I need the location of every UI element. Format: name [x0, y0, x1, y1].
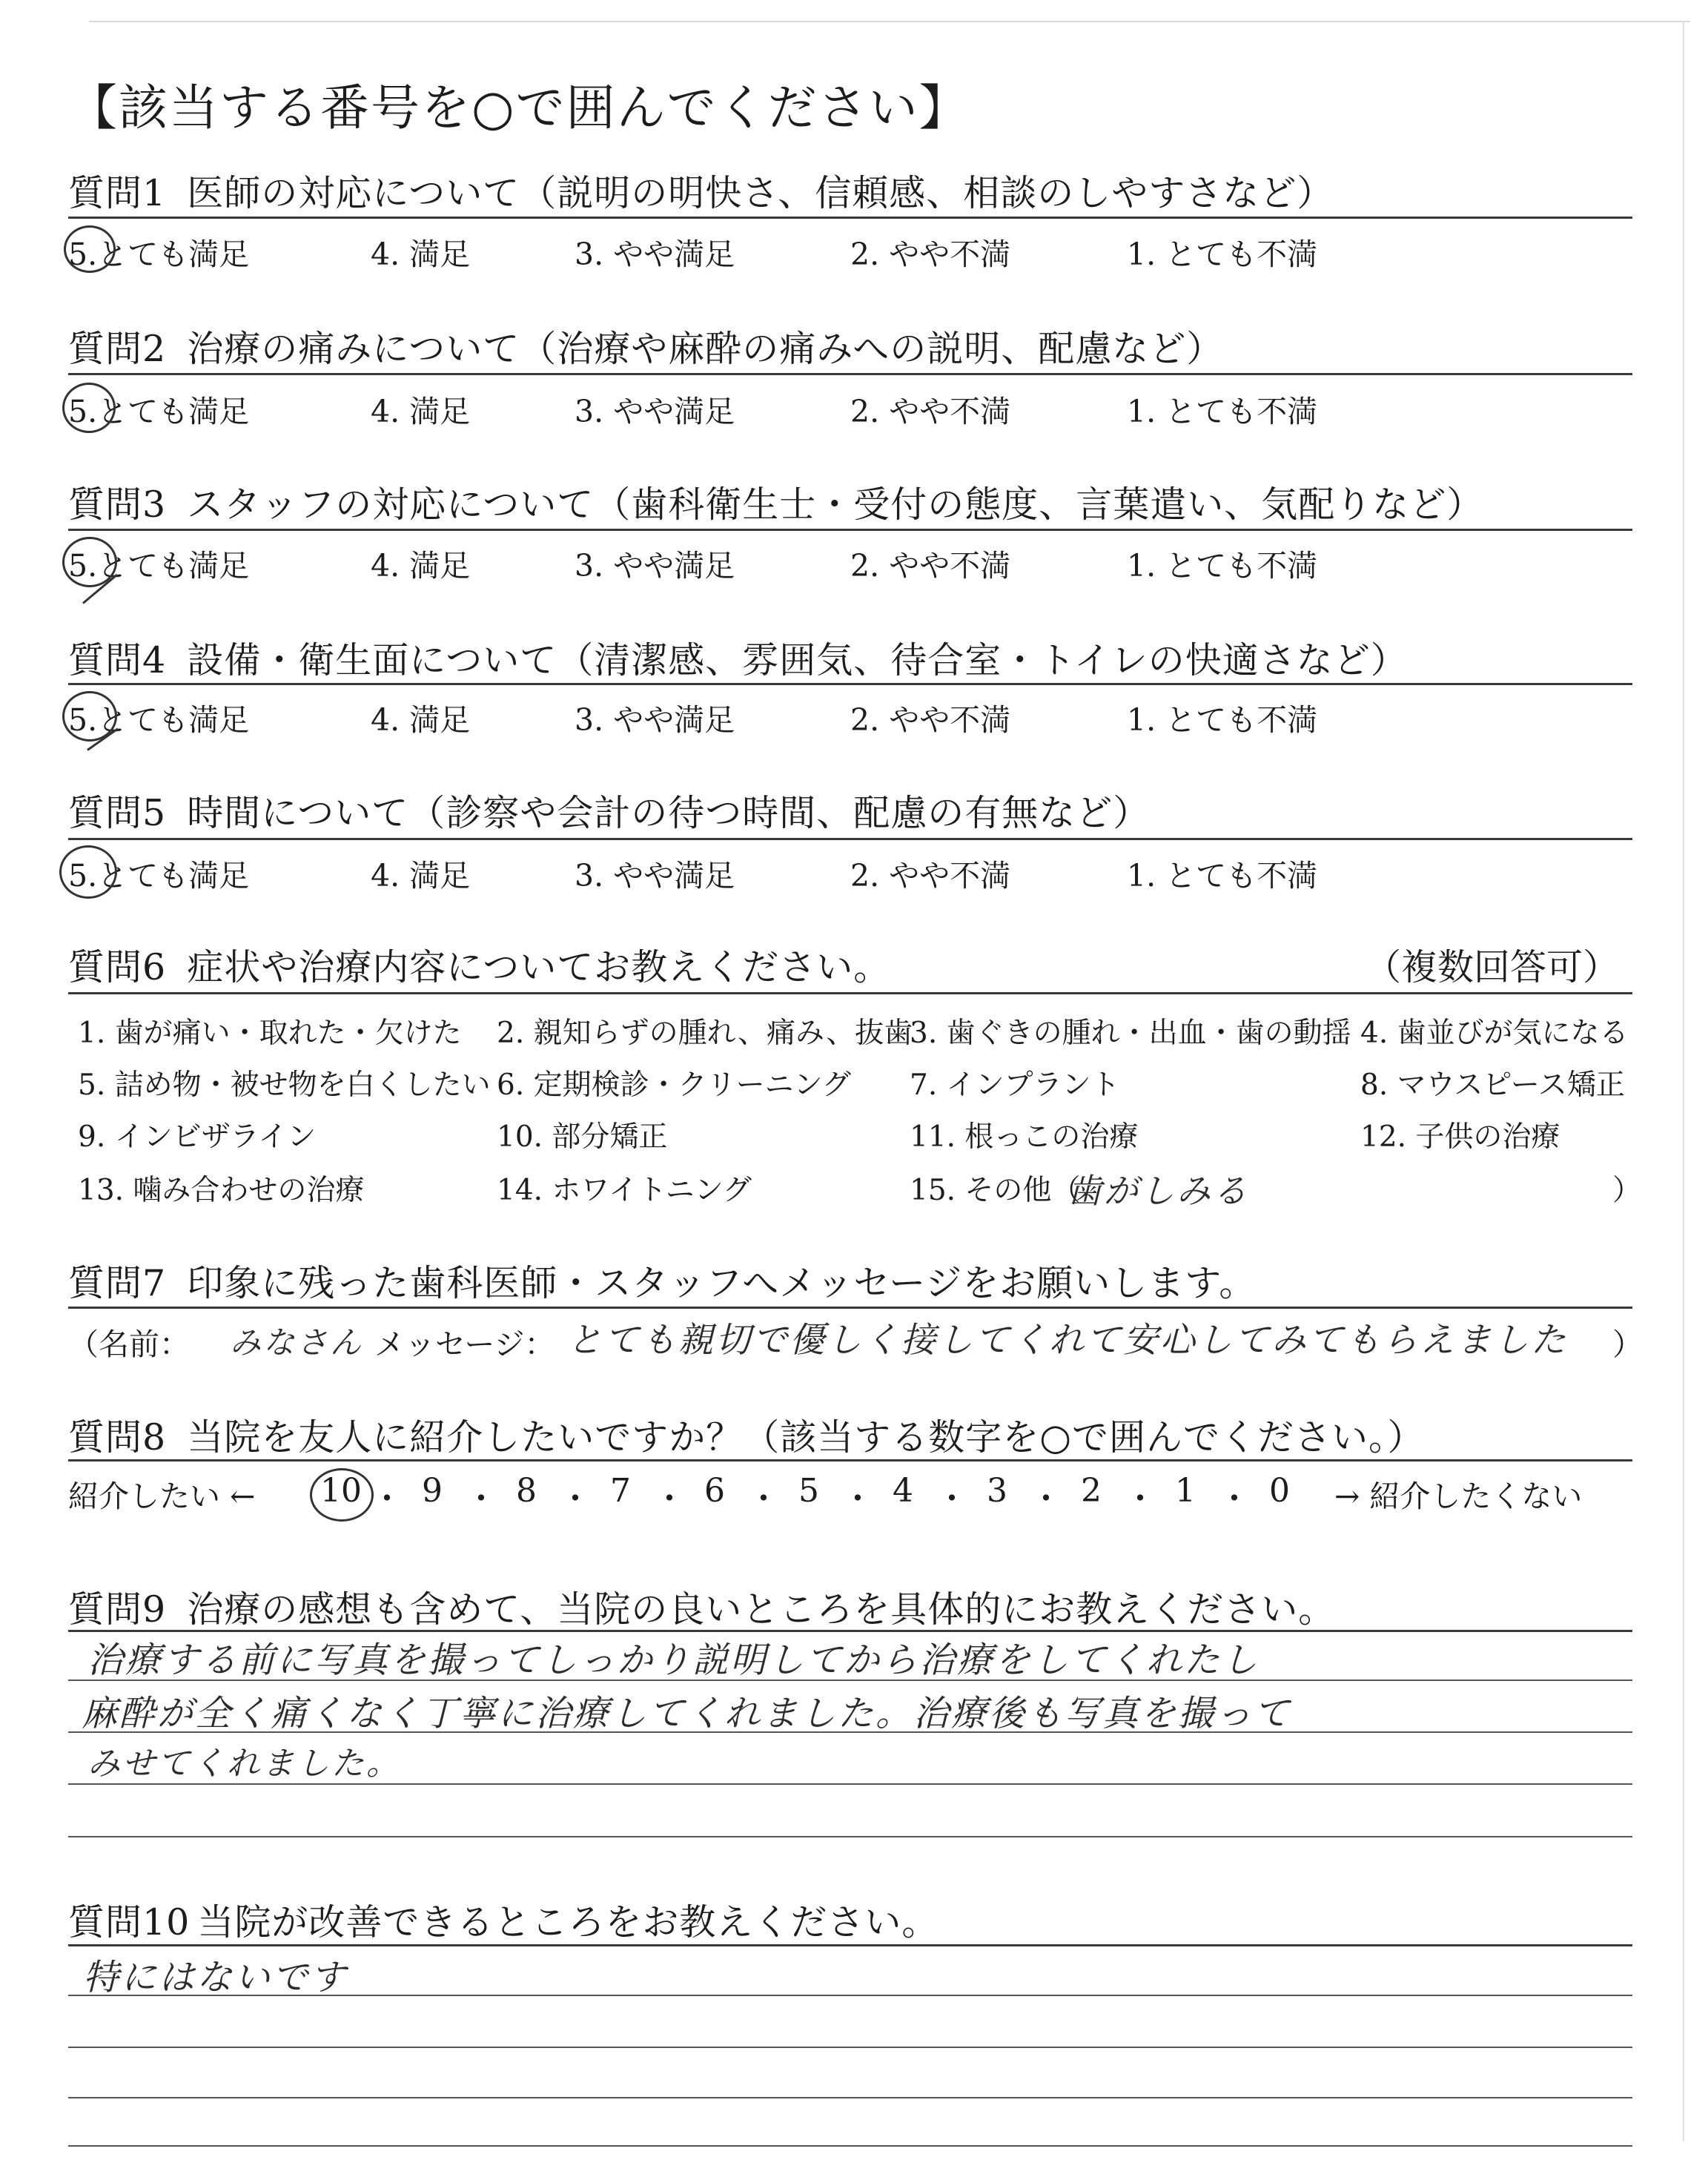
option-4-satisfied[interactable]: 4. 満足 — [371, 702, 471, 738]
scan-edge — [89, 21, 1690, 22]
option-3-somewhat-satisfied[interactable]: 3. やや満足 — [575, 237, 735, 272]
symptom-option-9[interactable]: 9. インビザライン — [78, 1120, 317, 1154]
scale-option-2[interactable]: 2 — [1081, 1472, 1102, 1510]
option-2-somewhat-dissatisfied[interactable]: 2. やや不満 — [850, 858, 1011, 894]
underline — [68, 838, 1632, 840]
question-5 — [68, 785, 1150, 836]
selection-circle — [59, 845, 117, 899]
option-2-somewhat-dissatisfied[interactable]: 2. やや不満 — [850, 237, 1011, 272]
scale-separator: ・ — [653, 1480, 686, 1518]
symptom-option-12[interactable]: 12. 子供の治療 — [1360, 1120, 1560, 1154]
scale-option-3[interactable]: 3 — [987, 1472, 1007, 1510]
underline — [68, 373, 1632, 375]
option-3-somewhat-satisfied[interactable]: 3. やや満足 — [575, 548, 735, 584]
underline — [68, 1459, 1632, 1462]
question-text: 治療の感想も含めて、当院の良いところを具体的にお教えください。 — [187, 1588, 1336, 1631]
underline — [68, 529, 1632, 531]
scale-separator: ・ — [936, 1480, 968, 1518]
underline — [68, 1944, 1632, 1946]
answer-line-3[interactable]: みせてくれました。 — [87, 1745, 401, 1783]
scale-option-8[interactable]: 8 — [516, 1472, 537, 1510]
question-number: 質問9 — [68, 1588, 167, 1631]
other-symptom-answer[interactable]: 歯がしみる — [1068, 1171, 1249, 1211]
symptom-option-11[interactable]: 11. 根っこの治療 — [910, 1120, 1139, 1154]
writing-line — [68, 1783, 1632, 1785]
selection-circle — [64, 225, 116, 273]
symptom-option-14[interactable]: 14. ホワイトニング — [497, 1174, 752, 1207]
question-number: 質問4 — [68, 639, 167, 681]
not-recommend-label: → 紹介したくない — [1334, 1479, 1583, 1514]
symptom-option-10[interactable]: 10. 部分矯正 — [497, 1120, 668, 1154]
writing-line — [68, 2097, 1632, 2098]
writing-line — [68, 2145, 1632, 2147]
selection-circle — [62, 383, 116, 433]
symptom-option-13[interactable]: 13. 噛み合わせの治療 — [78, 1174, 365, 1207]
recommend-label: 紹介したい ← — [68, 1479, 256, 1514]
question-9 — [68, 1581, 1335, 1633]
option-5-very-satisfied[interactable]: 5.とても満足 — [68, 394, 250, 429]
symptom-option-15-other[interactable]: 15. その他（ — [910, 1174, 1081, 1207]
option-4-satisfied[interactable]: 4. 満足 — [371, 237, 471, 272]
scale-option-4[interactable]: 4 — [893, 1472, 913, 1510]
scale-separator: ・ — [1124, 1480, 1156, 1518]
answer-line-1[interactable]: 特にはないです — [83, 1957, 348, 1998]
option-2-somewhat-dissatisfied[interactable]: 2. やや不満 — [850, 394, 1011, 429]
scale-option-9[interactable]: 9 — [422, 1472, 443, 1510]
scale-separator: ・ — [1030, 1480, 1062, 1518]
question-number: 質問5 — [68, 792, 167, 834]
option-4-satisfied[interactable]: 4. 満足 — [371, 394, 471, 429]
question-text: スタッフの対応について（歯科衛生士・受付の態度、言葉遣い、気配りなど） — [187, 483, 1484, 526]
scale-separator: ・ — [747, 1480, 780, 1518]
question-number: 質問7 — [68, 1262, 167, 1304]
selection-circle — [310, 1468, 374, 1522]
question-10 — [68, 1894, 939, 1946]
option-1-very-dissatisfied[interactable]: 1. とても不満 — [1127, 548, 1318, 584]
symptom-option-3[interactable]: 3. 歯ぐきの腫れ・出血・歯の動揺 — [910, 1017, 1351, 1050]
message-answer[interactable]: とても親切で優しく接してくれて安心してみてもらえました — [567, 1320, 1568, 1361]
question-text: 設備・衛生面について（清潔感、雰囲気、待合室・トイレの快適さなど） — [187, 639, 1408, 681]
scale-option-1[interactable]: 1 — [1175, 1472, 1196, 1510]
question-text: 医師の対応について（説明の明快さ、信頼感、相談のしやすさなど） — [187, 172, 1334, 214]
option-4-satisfied[interactable]: 4. 満足 — [371, 858, 471, 894]
symptom-option-2[interactable]: 2. 親知らずの腫れ、痛み、抜歯 — [497, 1017, 913, 1050]
underline — [68, 992, 1632, 994]
question-3 — [68, 476, 1483, 528]
name-answer[interactable]: みなさん — [230, 1324, 364, 1361]
question-text: 時間について（診察や会計の待つ時間、配慮の有無など） — [187, 792, 1151, 834]
question-number: 質問6 — [68, 946, 167, 988]
question-7 — [68, 1255, 1256, 1307]
option-3-somewhat-satisfied[interactable]: 3. やや満足 — [575, 858, 735, 894]
scale-option-0[interactable]: 0 — [1269, 1472, 1290, 1510]
question-number: 質問2 — [68, 328, 167, 370]
symptom-option-6[interactable]: 6. 定期検診・クリーニング — [497, 1069, 851, 1102]
question-number: 質問8 — [68, 1416, 167, 1459]
writing-line — [68, 1731, 1632, 1733]
symptom-option-1[interactable]: 1. 歯が痛い・取れた・欠けた — [78, 1017, 462, 1050]
message-label: メッセージ： — [374, 1327, 555, 1362]
option-3-somewhat-satisfied[interactable]: 3. やや満足 — [575, 702, 735, 738]
question-number: 質問1 — [68, 172, 167, 214]
scale-separator: ・ — [465, 1480, 497, 1518]
option-1-very-dissatisfied[interactable]: 1. とても不満 — [1127, 394, 1318, 429]
question-8 — [68, 1409, 1424, 1461]
scale-option-7[interactable]: 7 — [610, 1472, 631, 1510]
scale-option-6[interactable]: 6 — [704, 1472, 725, 1510]
multiple-answers-note: （複数回答可） — [1364, 946, 1619, 988]
question-text: 治療の痛みについて（治療や麻酔の痛みへの説明、配慮など） — [187, 328, 1224, 370]
option-5-very-satisfied[interactable]: 5.とても満足 — [68, 237, 250, 272]
question-number: 質問3 — [68, 483, 167, 526]
question-text: 印象に残った歯科医師・スタッフへメッセージをお願いします。 — [187, 1262, 1257, 1304]
symptom-option-7[interactable]: 7. インプラント — [910, 1069, 1120, 1102]
writing-line — [68, 2047, 1632, 2048]
answer-line-1[interactable]: 治療する前に写真を撮ってしっかり説明してから治療をしてくれたし — [87, 1639, 1260, 1681]
scale-option-5[interactable]: 5 — [798, 1472, 819, 1510]
option-2-somewhat-dissatisfied[interactable]: 2. やや不満 — [850, 548, 1011, 584]
question-6 — [68, 939, 890, 991]
symptom-option-4[interactable]: 4. 歯並びが気になる — [1360, 1017, 1629, 1050]
underline — [68, 683, 1632, 685]
question-1 — [68, 165, 1334, 217]
option-4-satisfied[interactable]: 4. 満足 — [371, 548, 471, 584]
underline — [68, 217, 1632, 219]
name-label: （名前： — [68, 1327, 190, 1362]
option-5-very-satisfied[interactable]: 5.とても満足 — [68, 702, 250, 738]
option-3-somewhat-satisfied[interactable]: 3. やや満足 — [575, 394, 735, 429]
close-paren: ） — [1612, 1327, 1643, 1362]
scale-separator: ・ — [1218, 1480, 1251, 1518]
writing-line — [68, 1995, 1632, 1996]
scale-separator: ・ — [371, 1480, 403, 1518]
scale-option-10[interactable]: 10 — [320, 1472, 362, 1510]
question-number: 質問10 — [68, 1901, 191, 1943]
scan-edge — [1683, 21, 1684, 2141]
underline — [68, 1307, 1632, 1309]
option-2-somewhat-dissatisfied[interactable]: 2. やや不満 — [850, 702, 1011, 738]
answer-line-2[interactable]: 麻酔が全く痛くなく丁寧に治療してくれました。治療後も写真を撮って — [82, 1693, 1292, 1734]
scale-separator: ・ — [841, 1480, 874, 1518]
option-5-very-satisfied[interactable]: 5.とても満足 — [68, 548, 250, 584]
option-1-very-dissatisfied[interactable]: 1. とても不満 — [1127, 858, 1318, 894]
symptom-option-8[interactable]: 8. マウスピース矯正 — [1360, 1069, 1625, 1102]
question-text: 症状や治療内容についてお教えください。 — [187, 946, 891, 988]
question-2 — [68, 320, 1223, 372]
symptom-option-5[interactable]: 5. 詰め物・被せ物を白くしたい — [78, 1069, 491, 1102]
option-1-very-dissatisfied[interactable]: 1. とても不満 — [1127, 702, 1318, 738]
question-text: 当院が改善できるところをお教えください。 — [197, 1901, 939, 1943]
option-1-very-dissatisfied[interactable]: 1. とても不満 — [1127, 237, 1318, 272]
scale-separator: ・ — [559, 1480, 592, 1518]
question-4 — [68, 632, 1408, 684]
writing-line — [68, 1836, 1632, 1837]
close-paren: ） — [1612, 1174, 1642, 1207]
question-text: 当院を友人に紹介したいですか？（該当する数字を○で囲んでください。） — [187, 1416, 1425, 1459]
writing-line — [68, 1680, 1632, 1681]
option-5-very-satisfied[interactable]: 5.とても満足 — [68, 858, 250, 894]
instruction-heading: 【該当する番号を○で囲んでください】 — [68, 79, 970, 136]
